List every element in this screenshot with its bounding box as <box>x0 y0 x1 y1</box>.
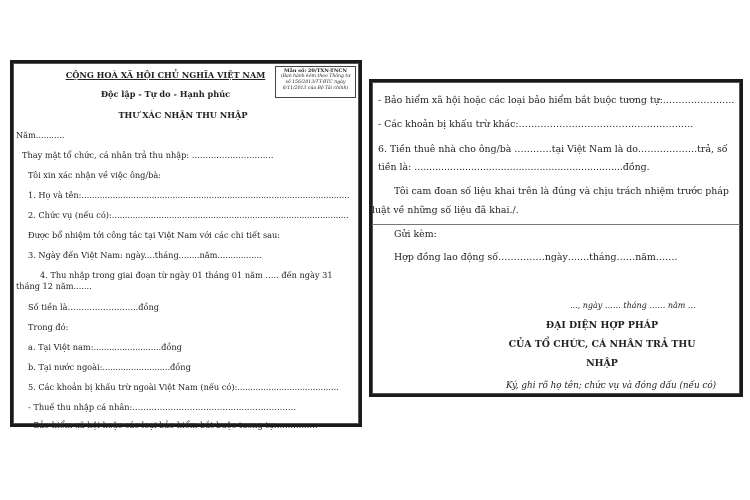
year-line: Năm........... <box>16 130 65 140</box>
housing-amount-line: tiền là: ......................................................................đồng. <box>378 162 650 173</box>
form-note-line: 6/11/2013 của Bộ Tài chính) <box>282 86 349 91</box>
signature-title-1: ĐẠI DIỆN HỢP PHÁP <box>545 320 659 331</box>
document-page-left <box>10 60 362 430</box>
full-name-line: 1. Họ và tên:....................................................................................................... <box>28 190 350 200</box>
of-which-line: Trong đó: <box>28 322 69 332</box>
labor-contract-line: Hợp đồng lao động số……………ngày…....tháng……năm……. <box>394 252 678 263</box>
pit-line: - Thuế thu nhập cá nhân:…………………………………………………… <box>28 402 297 412</box>
form-note-line: (Ban hành kèm theo Thông tư <box>280 74 351 79</box>
income-period-line: 4. Thu nhập trong giai đoạn từ ngày 01 tháng 01 năm ….. đến ngày 31 <box>40 270 333 280</box>
divider <box>372 224 740 225</box>
arrival-date-line: 3. Ngày đến Việt Nam: ngày....tháng........năm................. <box>28 250 262 260</box>
assignment-line: Được bổ nhiệm tới công tác tại Việt Nam với các chi tiết sau: <box>28 230 281 240</box>
date-line: ..., ngày …… tháng …… năm ... <box>570 301 696 310</box>
insurance-line: - Bảo hiểm xã hội hoặc các loại bảo hiểm bắt buộc tương tự:………………….. <box>378 95 735 106</box>
housing-line: 6. Tiền thuê nhà cho ông/bà …………tại Việt Nam là do……………….trả, số <box>378 144 728 155</box>
position-line: 2. Chức vụ (nếu có):........................................................................................... <box>28 210 349 220</box>
form-note-line: số 156/2013/TT-BTC ngày <box>285 80 346 85</box>
attachments-label: Gửi kèm: <box>394 229 437 240</box>
amount-line: Số tiền là……………………..đồng <box>28 302 160 312</box>
national-motto: Độc lập - Tự do - Hạnh phúc <box>100 89 231 99</box>
signature-title-2: CỦA TỔ CHỨC, CÁ NHÂN TRẢ THU <box>508 339 696 350</box>
other-deductions-line: - Các khoản bị khấu trừ khác:……………………………………………….. <box>378 119 694 130</box>
document-page-right <box>369 79 743 397</box>
insurance-line-partial: - Bảo hiểm xã hội hoặc các loại bảo hiểm bắt buộc tương tự:…………… <box>28 420 318 430</box>
form-number-box <box>275 66 356 98</box>
declaration-line: Tôi cam đoan số liệu khai trên là đúng và chịu trách nhiệm trước pháp <box>394 186 729 197</box>
national-header: CỘNG HOÀ XÃ HỘI CHỦ NGHĨA VIỆT NAM <box>65 70 266 80</box>
deductions-abroad-line: 5. Các khoản bị khấu trừ ngoài Việt Nam (nếu có):....................................... <box>28 382 339 392</box>
in-vietnam-line: a. Tại Việt nam:..........................đồng <box>28 342 182 352</box>
income-period-cont: tháng 12 năm....... <box>16 281 92 291</box>
abroad-line: b. Tại nước ngoài:..........................đồng <box>28 362 191 372</box>
signature-title-3: NHẬP <box>586 358 618 369</box>
document-title: THƯ XÁC NHẬN THU NHẬP <box>118 110 248 120</box>
form-code: Mẫu số: 20/TXN-TNCN <box>284 68 347 74</box>
signature-note: Ký, ghi rõ họ tên; chức vụ và đóng dấu (nếu có) <box>506 381 717 391</box>
payer-line: Thay mặt tổ chức, cá nhân trả thu nhập: ………………………… <box>22 150 274 160</box>
confirm-line: Tôi xin xác nhận về việc ông/bà: <box>28 170 162 180</box>
declaration-cont: luật về những số liệu đã khai./. <box>372 205 519 216</box>
